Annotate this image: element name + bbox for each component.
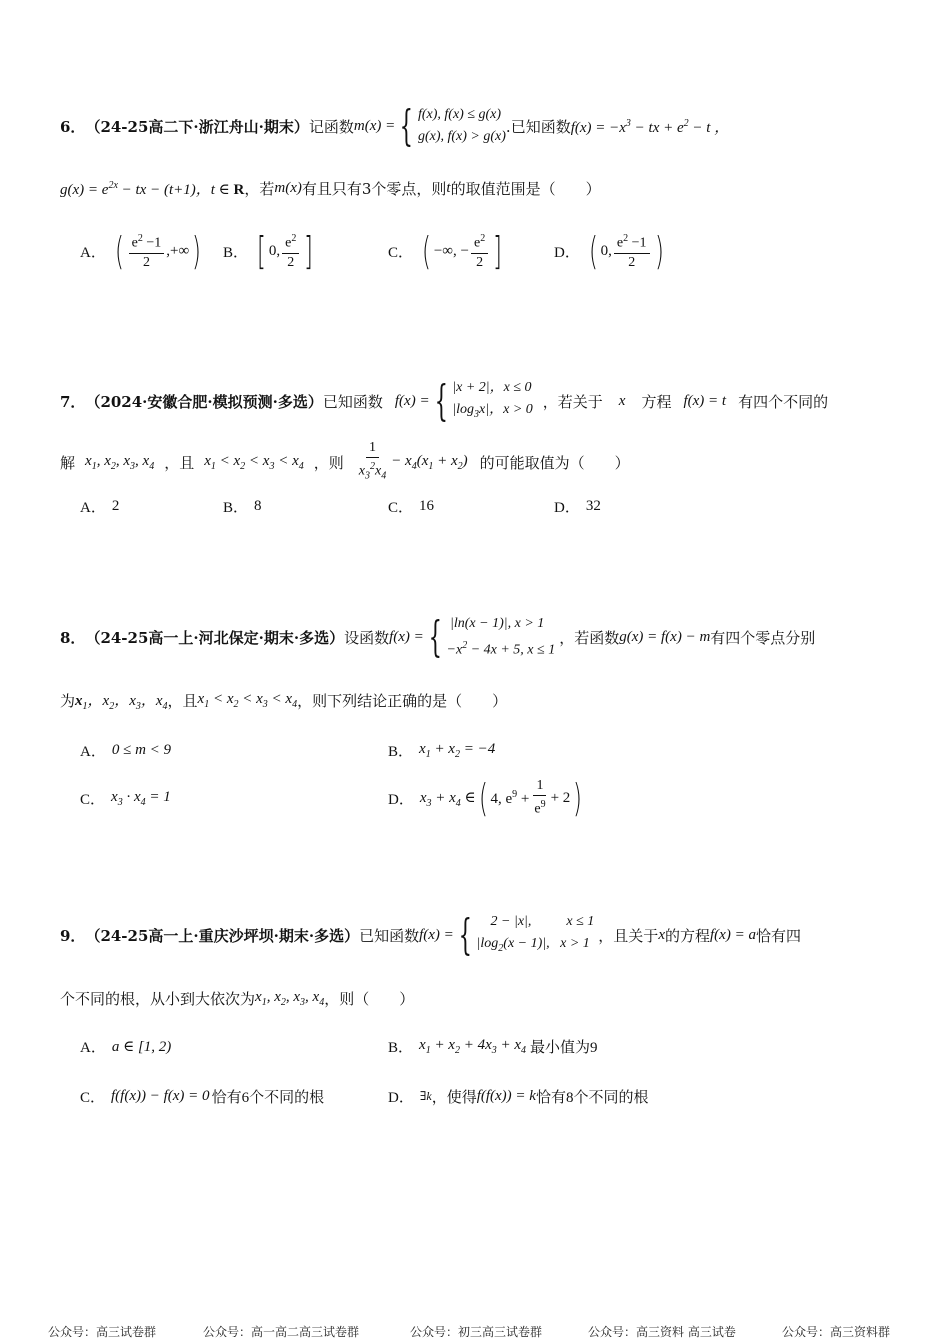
q7-option-c-label: C． [388, 500, 414, 516]
q6-option-a[interactable]: A． ( $\frac{e^2 -1}{2}$ ,+∞ ) [80, 229, 202, 273]
q9-source: （24-25高一上·重庆沙坪坝·期末·多选） [85, 926, 360, 945]
q7-eq: f(x) = t [683, 392, 727, 409]
q6-option-d-label: D． [554, 244, 580, 261]
q7-line2c: ，则 [313, 453, 344, 472]
q7-mid3: 有四个不同的 [738, 392, 829, 411]
q8-line1 [60, 613, 815, 661]
q7-roots: $x_1$, $x_2$, $x_3$, $x_4$ [85, 452, 155, 472]
footer-item: 公众号：高三资料 高三试卷 [588, 1325, 736, 1339]
q6-tail2: 有且只有3个零点，则 [301, 179, 447, 198]
q9-option-d-text: ，使得 [431, 1090, 477, 1106]
q9-option-c-text: 恰有6个不同的根 [211, 1090, 325, 1106]
footer-item: 公众号：高三资料群 [782, 1325, 891, 1339]
q6-mid: .已知函数 [505, 117, 571, 136]
q7-option-c[interactable] [388, 496, 434, 517]
q8-line2 [60, 688, 507, 712]
q7-mid2: 方程 [641, 392, 672, 411]
q7-mid: ，若关于 [542, 392, 603, 411]
q8-number: 8． [60, 628, 86, 647]
q8-option-a[interactable] [80, 740, 171, 761]
q6-g-def: $g(x) = e^{2x}$ − tx − (t+1)，t ∈ R [60, 179, 245, 198]
q6-option-a-label: A． [80, 244, 106, 261]
q8-roots: $x_1$，$x_2$，$x_3$，$x_4$ [75, 692, 168, 712]
q7-option-b-label: B． [223, 500, 249, 516]
q8-source: （24-25高一上·河北保定·期末·多选） [85, 628, 345, 647]
q8-brace: { [428, 612, 442, 661]
q9-mid2: 的方程 [664, 926, 710, 945]
q6-source: （24-25高二下·浙江舟山·期末） [85, 117, 309, 136]
q7-option-d-label: D． [554, 500, 580, 516]
q9-option-b-label: B． [388, 1040, 414, 1056]
q9-f-def: f(x) = [419, 926, 454, 943]
q7-intro: 已知函数 [322, 392, 383, 411]
q9-option-c-label: C． [80, 1090, 106, 1106]
q7-line2b: ，且 [164, 453, 195, 472]
q9-line2 [60, 986, 414, 1010]
q9-option-d-exists: ∃k [419, 1089, 432, 1103]
q9-line2a: 个不同的根，从小到大依次为 [60, 989, 256, 1008]
q9-option-d[interactable] [388, 1086, 648, 1107]
q8-option-d-label: D． [388, 791, 414, 808]
q7-x: x [618, 392, 626, 409]
q9-option-c-expr: f(f(x)) − f(x) = 0 [111, 1088, 210, 1104]
q8-option-b-expr: $x_1 + x_2 = -4$ [419, 741, 496, 760]
q7-brace: { [434, 376, 448, 425]
q9-option-b-expr: $x_1 + x_2 + 4x_3 + x_4$ [419, 1037, 527, 1056]
q6-line1 [60, 101, 730, 150]
q9-line1 [60, 910, 801, 960]
q9-roots: $x_1$, $x_2$, $x_3$, $x_4$ [255, 988, 325, 1008]
q9-x: x [658, 926, 665, 943]
q7-line2d: 的可能取值为（ ） [479, 453, 630, 472]
q6-tail1: ，若 [244, 179, 275, 198]
q7-option-b[interactable] [223, 496, 262, 517]
q7-option-c-value: 16 [419, 498, 435, 514]
footer-item: 公众号：高三试卷群 [48, 1325, 157, 1339]
q6-tail3: 的取值范围是（ ） [450, 179, 601, 198]
q7-cases: |x + 2|，x ≤ 0 $|\log_3x|$，x > 0 [452, 379, 533, 420]
q7-frac: $\frac{1}{x_3^2x_4}$ [358, 439, 387, 482]
q6-m-def: m(x) = [353, 117, 396, 134]
q9-option-a-label: A． [80, 1040, 106, 1056]
q7-line2 [60, 441, 630, 483]
q6-line2 [60, 176, 601, 200]
q6-cases: f(x), f(x) ≤ g(x) g(x), f(x) > g(x) [417, 107, 506, 144]
q8-option-c-label: C． [80, 792, 106, 808]
q6-mx: m(x) [274, 179, 302, 196]
q9-option-d-label: D． [388, 1090, 414, 1106]
q8-cases: |ln(x − 1)|, x > 1 $-x^2 - 4x + 5$, x ≤ 1 [446, 615, 556, 658]
q9-option-c[interactable] [80, 1086, 324, 1107]
q9-line2b: ，则（ ） [324, 989, 415, 1008]
q7-order: $x_1 < x_2 < x_3 < x_4$ [204, 452, 304, 472]
q6-option-b-label: B． [223, 244, 249, 261]
q7-option-d[interactable] [554, 496, 601, 517]
q9-option-d-expr: f(f(x)) = k [476, 1088, 536, 1104]
q6-f-def: $f(x) = -x^3$ − tx + $e^2 - t$ ， [570, 117, 730, 136]
q6-t: t [446, 179, 451, 196]
q6-option-d[interactable]: D． ( 0, $\frac{e^2 -1}{2}$ ) [554, 229, 664, 273]
q9-cases: 2 − |x|, x ≤ 1 $|\log_2(x - 1)|$, x > 1 [476, 913, 595, 954]
q6-option-c[interactable]: C． ( −∞, − $\frac{e^2}{2}$ ] [388, 229, 503, 273]
q7-option-b-value: 8 [254, 498, 262, 514]
q8-line2b: ，且 [167, 691, 198, 710]
q8-mid2: 有四个零点分别 [710, 628, 816, 647]
q8-mid: ，若函数 [559, 628, 620, 647]
q9-number: 9． [60, 926, 86, 945]
q9-intro: 已知函数 [359, 926, 420, 945]
q9-option-b-text: 最小值为9 [530, 1040, 598, 1056]
q8-option-c-expr: $x_3 \cdot x_4 = 1$ [111, 789, 171, 808]
q8-line2c: ，则下列结论正确的是（ ） [297, 691, 508, 710]
q9-option-a-expr: a ∈ [1, 2) [111, 1039, 172, 1055]
q7-option-d-value: 32 [585, 498, 601, 514]
q6-number: 6． [60, 117, 86, 136]
q9-mid: ，且关于 [598, 926, 659, 945]
q7-line1 [60, 378, 828, 424]
q8-option-a-expr: 0 ≤ m < 9 [111, 742, 172, 758]
q9-option-d-text2: 恰有8个不同的根 [535, 1090, 649, 1106]
q7-source: （2024·安徽合肥·模拟预测·多选） [85, 392, 323, 411]
q8-option-b-label: B． [388, 744, 414, 760]
q7-option-a[interactable] [80, 496, 119, 517]
q8-option-a-label: A． [80, 744, 106, 760]
q6-option-b[interactable]: B． [ 0, $\frac{e^2}{2}$ ] [223, 229, 314, 273]
footer-item: 公众号：高一高二高三试卷群 [203, 1325, 360, 1339]
q7-f-def: f(x) = [394, 392, 430, 409]
q9-option-a[interactable] [80, 1036, 171, 1057]
q7-line2a: 解 [60, 453, 76, 472]
q8-order: $x_1 < x_2 < x_3 < x_4$ [197, 690, 298, 710]
q8-option-d[interactable]: D． $x_3 + x_4$ ∈ ( 4, $e^9$ + $\frac{1}{e^9}$ + 2 ) [388, 776, 583, 820]
footer-item: 公众号：初三高三试卷群 [410, 1325, 543, 1339]
q8-option-b[interactable] [388, 740, 495, 761]
q6-intro: 记函数 [308, 117, 354, 136]
q8-g-def: g(x) = f(x) − m [619, 628, 711, 645]
q8-line2a: 为 [60, 691, 76, 710]
q7-option-a-label: A． [80, 500, 106, 516]
q7-option-a-value: 2 [111, 498, 120, 514]
q6-option-c-label: C． [388, 244, 414, 261]
q8-f-def: f(x) = [389, 628, 424, 645]
q8-option-c[interactable] [80, 788, 171, 809]
q7-expr: − $x_4(x_1 + x_2)$ [391, 452, 468, 472]
q9-option-b[interactable] [388, 1036, 598, 1057]
q8-intro: 设函数 [344, 628, 390, 647]
q8-option-d-expr: $x_3 + x_4$ ∈ [419, 789, 476, 809]
q9-mid3: 恰有四 [755, 926, 801, 945]
q6-brace: { [399, 101, 414, 150]
q7-number: 7． [60, 392, 86, 411]
q9-brace: { [458, 910, 472, 959]
q9-eq: f(x) = a [710, 926, 756, 943]
